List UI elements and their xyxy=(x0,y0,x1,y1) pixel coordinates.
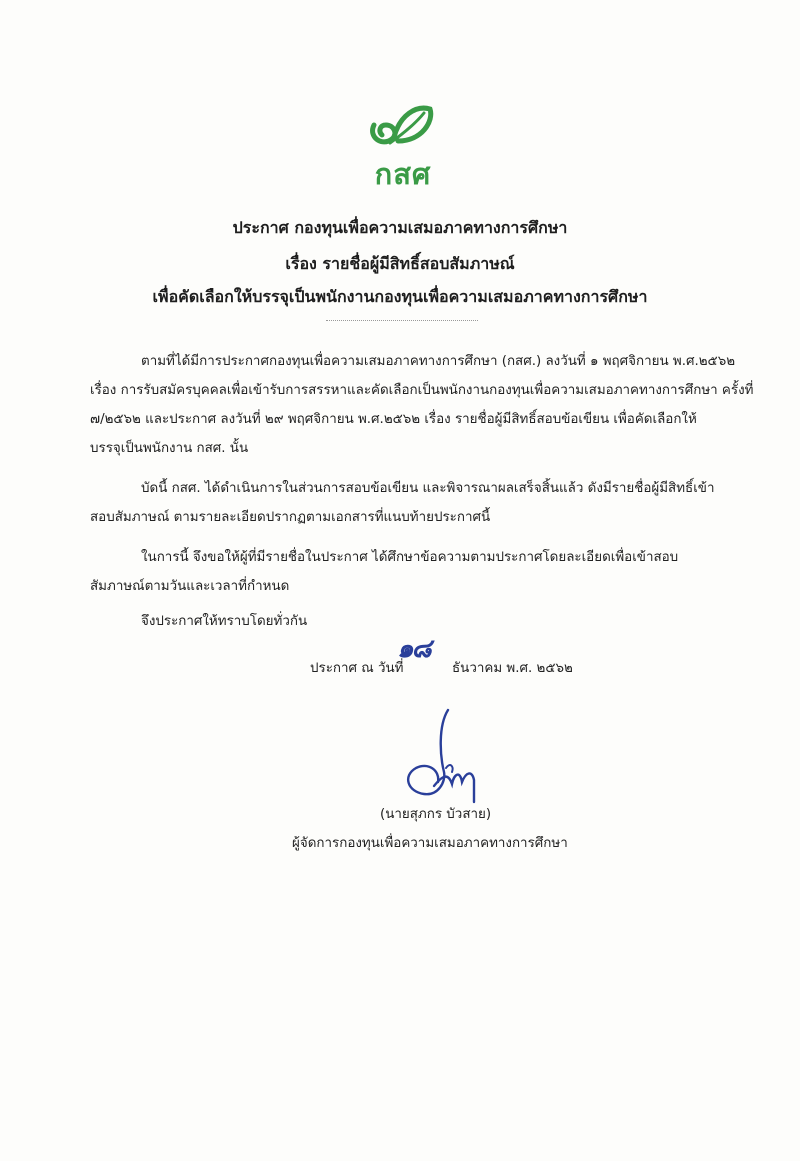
paragraph-1-line-2: เรื่อง การรับสมัครบุคคลเพื่อเข้ารับการสรรหาและคัดเลือกเป็นพนักงานกองทุนเพื่อความเสมอภาคทางการศึกษา ครั้งที่ xyxy=(90,383,754,398)
announcement-purpose: เพื่อคัดเลือกให้บรรจุเป็นพนักงานกองทุนเพื่อความเสมอภาคทางการศึกษา xyxy=(152,287,648,306)
paragraph-1-line-3: ๗/๒๕๖๒ และประกาศ ลงวันที่ ๒๙ พฤศจิกายน พ.ศ.๒๕๖๒ เรื่อง รายชื่อผู้มีสิทธิ์สอบข้อเขียน เพื่อคัดเลือกให้ xyxy=(90,412,697,427)
leaf-logo-icon xyxy=(364,103,442,151)
signatory-name: (นายสุภกร บัวสาย) xyxy=(380,807,492,822)
dated-prefix: ประกาศ ณ วันที่ xyxy=(310,661,404,676)
paragraph-3-line-1: ในการนี้ จึงขอให้ผู้ที่มีรายชื่อในประกาศ ได้ศึกษาข้อความตามประกาศโดยละเอียดเพื่อเข้าสอบ xyxy=(141,550,679,565)
closing-line: จึงประกาศให้ทราบโดยทั่วกัน xyxy=(141,614,308,629)
paragraph-2-line-2: สอบสัมภาษณ์ ตามรายละเอียดปรากฏตามเอกสารที่แนบท้ายประกาศนี้ xyxy=(90,510,491,525)
announcement-subject: เรื่อง รายชื่อผู้มีสิทธิ์สอบสัมภาษณ์ xyxy=(285,254,515,273)
paragraph-3-line-2: สัมภาษณ์ตามวันและเวลาที่กำหนด xyxy=(90,579,290,594)
paragraph-1-line-1: ตามที่ได้มีการประกาศกองทุนเพื่อความเสมอภาคทางการศึกษา (กสศ.) ลงวันที่ ๑ พฤศจิกายน พ.ศ.๒๕๖๒ xyxy=(141,354,736,369)
dated-suffix: ธันวาคม พ.ศ. ๒๕๖๒ xyxy=(452,661,573,676)
paragraph-1-line-4: บรรจุเป็นพนักงาน กสศ. นั้น xyxy=(90,441,249,456)
announcement-title: ประกาศ กองทุนเพื่อความเสมอภาคทางการศึกษา xyxy=(232,218,568,237)
title-divider xyxy=(326,320,478,321)
signatory-position: ผู้จัดการกองทุนเพื่อความเสมอภาคทางการศึกษา xyxy=(292,836,568,851)
handwritten-day: ๑๘ xyxy=(397,634,430,664)
logo-text: กสศ xyxy=(374,157,432,191)
eef-logo xyxy=(358,103,448,191)
paragraph-2-line-1: บัดนี้ กสศ. ได้ดำเนินการในส่วนการสอบข้อเขียน และพิจารณาผลเสร็จสิ้นแล้ว ดังมีรายชื่อผู้มีสิทธิ์เข้า xyxy=(141,481,715,496)
